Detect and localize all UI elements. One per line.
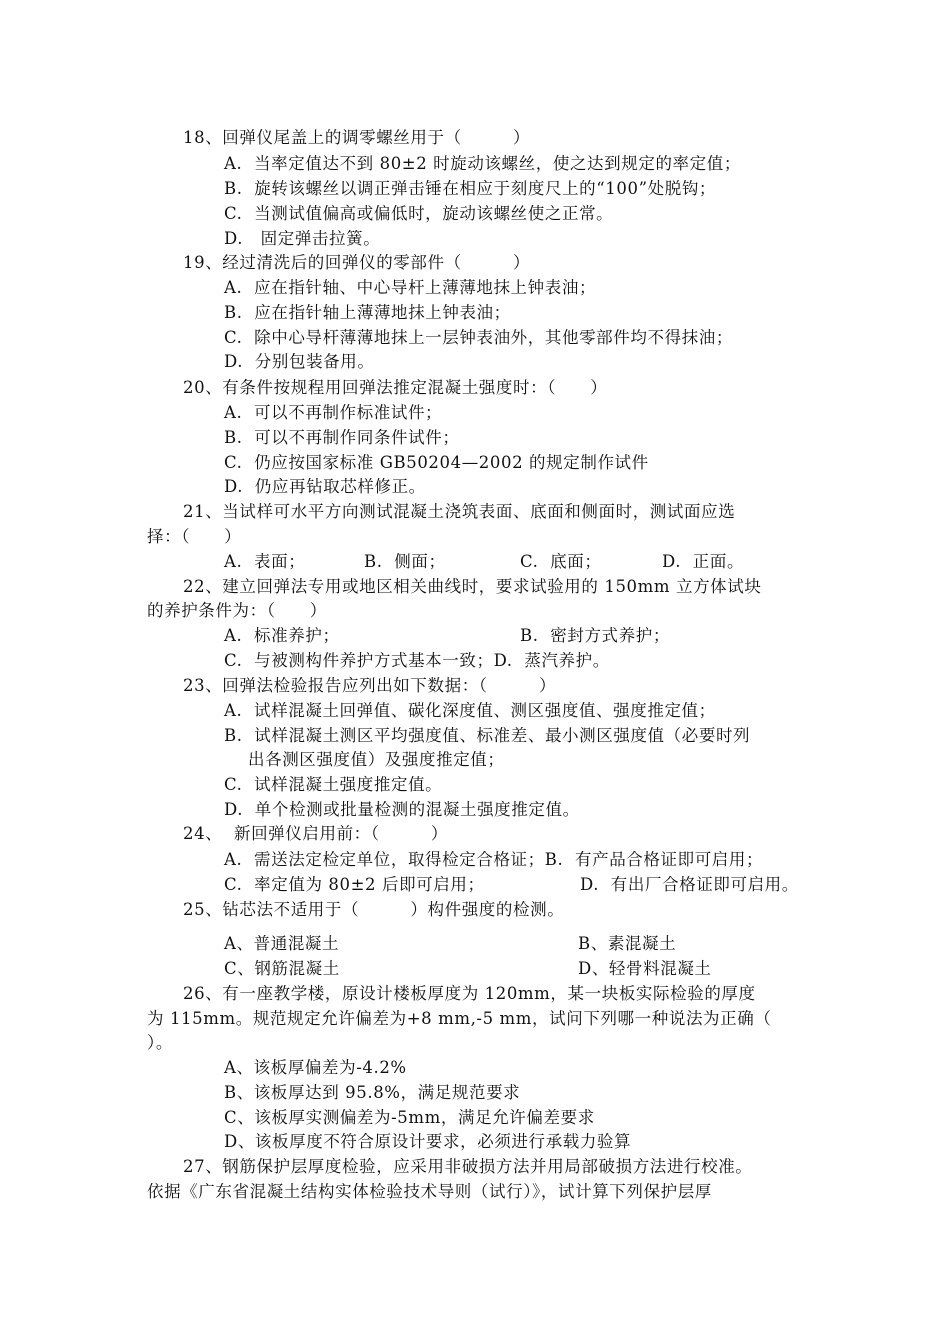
q21-stem-cont: 择：（ ） [147, 527, 242, 546]
q19-option-d: D. 分别包装备用。 [224, 352, 375, 371]
q18-option-d: D. 固定弹击拉簧。 [224, 229, 381, 248]
q23-option-d: D. 单个检测或批量检测的混凝土强度推定值。 [224, 800, 580, 819]
q23-option-a: A. 试样混凝土回弹值、碳化深度值、测区强度值、强度推定值； [224, 701, 716, 720]
q21-option-c: C. 底面； [520, 552, 602, 571]
q21-option-d: D. 正面。 [662, 552, 745, 571]
q18-option-b: B. 旋转该螺丝以调正弹击锤在相应于刻度尺上的“100”处脱钩； [224, 179, 717, 198]
q26-option-c: C、该板厚实测偏差为-5mm，满足允许偏差要求 [224, 1108, 595, 1127]
q27-stem-cont: 依据《广东省混凝土结构实体检验技术导则（试行）》，试计算下列保护层厚 [147, 1182, 712, 1201]
q26-option-a: A、该板厚偏差为-4.2% [224, 1058, 407, 1077]
q19-option-c: C. 除中心导杆薄薄地抹上一层钟表油外，其他零部件均不得抹油； [224, 328, 733, 347]
q23-option-b: B. 试样混凝土测区平均强度值、标准差、最小测区强度值（必要时列 [224, 726, 751, 745]
q26-stem: 26、有一座教学楼，原设计楼板厚度为 120mm，某一块板实际检验的厚度 [183, 984, 756, 1003]
q22-option-b: B. 密封方式养护； [520, 626, 670, 645]
q24-option-ab: A. 需送法定检定单位，取得检定合格证；B. 有产品合格证即可启用； [224, 850, 764, 869]
q23-option-b-cont: 出各测区强度值）及强度推定值； [248, 750, 505, 769]
q24-option-d: D. 有出厂合格证即可启用。 [580, 875, 799, 894]
q22-option-a: A. 标准养护； [224, 626, 340, 645]
q26-stem-cont2: ）。 [147, 1033, 173, 1052]
q18-option-c: C. 当测试值偏高或偏低时，旋动该螺丝使之正常。 [224, 204, 614, 223]
q25-option-d: D、轻骨料混凝土 [578, 959, 712, 978]
q25-option-a: A、普通混凝土 [224, 934, 340, 953]
q25-stem: 25、钻芯法不适用于（ ）构件强度的检测。 [183, 900, 565, 919]
q21-stem: 21、当试样可水平方向测试混凝土浇筑表面、底面和侧面时，测试面应选 [183, 502, 736, 521]
q20-option-b: B. 可以不再制作同条件试件； [224, 428, 460, 447]
q20-option-d: D. 仍应再钻取芯样修正。 [224, 477, 426, 496]
q23-option-c: C. 试样混凝土强度推定值。 [224, 775, 443, 794]
q19-option-b: B. 应在指针轴上薄薄地抹上钟表油； [224, 303, 511, 322]
q21-option-b: B. 侧面； [364, 552, 446, 571]
q26-stem-cont: 为 115mm。规范规定允许偏差为+8 mm,-5 mm，试问下列哪一种说法为正确（ [147, 1009, 772, 1028]
q21-option-a: A. 表面； [224, 552, 306, 571]
q20-stem: 20、有条件按规程用回弹法推定混凝土强度时：（ ） [183, 378, 608, 397]
q24-stem: 24、 新回弹仪启用前：（ ） [183, 824, 449, 843]
q22-stem: 22、建立回弹法专用或地区相关曲线时，要求试验用的 150mm 立方体试块 [183, 577, 762, 596]
q19-option-a: A. 应在指针轴、中心导杆上薄薄地抹上钟表油； [224, 278, 597, 297]
q18-option-a: A. 当率定值达不到 80±2 时旋动该螺丝，使之达到规定的率定值； [224, 154, 741, 173]
q25-option-b: B、素混凝土 [578, 934, 677, 953]
q26-option-d: D、该板厚度不符合原设计要求，必须进行承载力验算 [224, 1132, 632, 1151]
q22-option-cd: C. 与被测构件养护方式基本一致；D. 蒸汽养护。 [224, 651, 610, 670]
q26-option-b: B、该板厚达到 95.8%，满足规范要求 [224, 1083, 521, 1102]
q20-option-c: C. 仍应按国家标准 GB50204—2002 的规定制作试件 [224, 453, 649, 472]
q22-stem-cont: 的养护条件为：（ ） [147, 601, 327, 620]
q20-option-a: A. 可以不再制作标准试件； [224, 403, 443, 422]
q25-option-c: C、钢筋混凝土 [224, 959, 340, 978]
q19-stem: 19、经过清洗后的回弹仪的零部件（ ） [183, 253, 531, 272]
q18-stem: 18、回弹仪尾盖上的调零螺丝用于（ ） [183, 128, 531, 147]
q23-stem: 23、回弹法检验报告应列出如下数据：（ ） [183, 676, 557, 695]
q27-stem: 27、钢筋保护层厚度检验，应采用非破损方法并用局部破损方法进行校准。 [183, 1157, 753, 1176]
q24-option-c: C. 率定值为 80±2 后即可启用； [224, 875, 485, 894]
